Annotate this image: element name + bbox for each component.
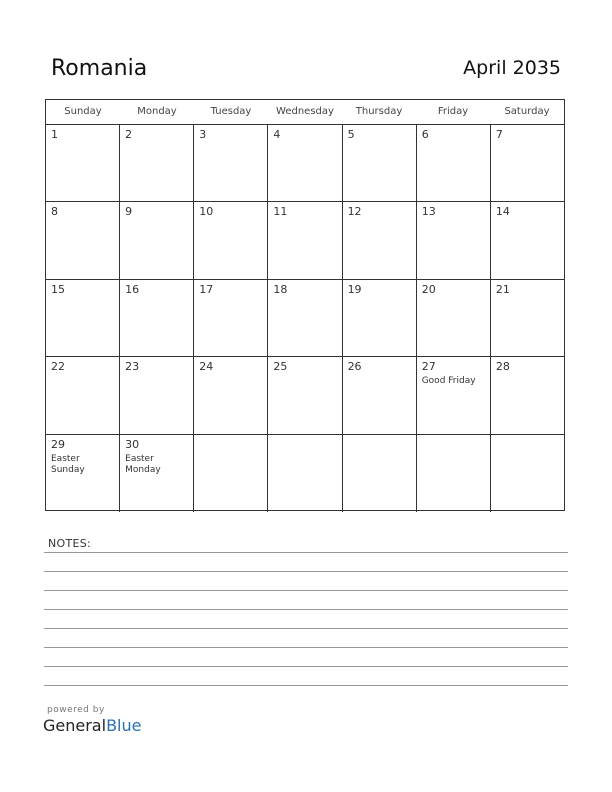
calendar-grid (45, 99, 565, 511)
day-number: 27 (421, 360, 436, 374)
day-number: 1 (51, 128, 58, 141)
day-cell[interactable] (120, 280, 194, 356)
calendar-week (46, 125, 564, 202)
holiday-label: Sunday (51, 464, 85, 475)
day-cell[interactable] (46, 357, 120, 433)
day-number: 17 (199, 282, 214, 296)
day-number: 30 (125, 437, 140, 451)
day-cell[interactable] (417, 125, 491, 201)
day-number: 26 (347, 360, 362, 374)
notes-line (44, 609, 568, 610)
day-cell[interactable] (343, 280, 417, 356)
day-number: 24 (199, 360, 214, 374)
day-cell[interactable] (120, 357, 194, 433)
day-cell[interactable] (343, 202, 417, 278)
day-number: 5 (347, 128, 355, 141)
brand-blue: Blue (106, 716, 142, 735)
day-cell[interactable] (46, 435, 120, 512)
weekday-friday: Friday (437, 106, 469, 117)
weekday-wednesday: Wednesday (276, 106, 334, 117)
day-cell[interactable] (343, 435, 417, 512)
day-number: 15 (51, 282, 65, 296)
day-cell[interactable] (417, 280, 491, 356)
day-cell[interactable] (491, 280, 564, 356)
day-number: 4 (273, 128, 281, 141)
calendar-month: April 2035 (463, 57, 561, 79)
day-cell[interactable] (194, 435, 268, 512)
holiday-label: Good Friday (421, 376, 476, 387)
day-number: 18 (273, 282, 288, 296)
day-number: 25 (273, 360, 288, 374)
notes-line (44, 590, 568, 591)
day-cell[interactable] (343, 357, 417, 433)
day-cell[interactable] (194, 125, 268, 201)
day-number: 28 (495, 360, 510, 374)
day-cell[interactable] (46, 280, 120, 356)
day-number: 14 (495, 205, 510, 219)
calendar-week (46, 202, 564, 279)
notes-line (44, 685, 568, 686)
day-number: 19 (347, 282, 362, 296)
brand-general: General (43, 716, 107, 735)
day-number: 21 (495, 282, 510, 296)
day-number: 6 (421, 128, 429, 141)
day-number: 20 (421, 282, 436, 296)
holiday-label: Easter (125, 453, 154, 464)
calendar-week (46, 357, 564, 434)
day-cell[interactable] (194, 202, 268, 278)
day-number: 2 (125, 128, 133, 141)
powered-by-text: powered by (47, 705, 105, 715)
day-cell[interactable] (417, 357, 491, 433)
weekday-header (46, 100, 564, 125)
calendar-week (46, 435, 564, 512)
day-cell[interactable] (268, 357, 342, 433)
day-cell[interactable] (120, 435, 194, 512)
holiday-label: Easter (51, 453, 80, 464)
day-number: 7 (495, 128, 503, 141)
calendar-week (46, 280, 564, 357)
day-cell[interactable] (120, 125, 194, 201)
day-cell[interactable] (46, 125, 120, 201)
notes-line (44, 571, 568, 572)
notes-line (44, 628, 568, 629)
day-cell[interactable] (491, 202, 564, 278)
weekday-monday: Monday (137, 106, 177, 117)
day-cell[interactable] (343, 125, 417, 201)
notes-label: NOTES: (48, 537, 92, 550)
day-cell[interactable] (194, 357, 268, 433)
day-number: 22 (51, 360, 65, 374)
day-number: 23 (125, 360, 140, 374)
day-number: 29 (51, 437, 65, 451)
day-number: 11 (273, 205, 288, 219)
day-cell[interactable] (417, 202, 491, 278)
day-cell[interactable] (194, 280, 268, 356)
calendar-title: Romania (51, 56, 148, 81)
day-number: 10 (199, 205, 214, 219)
day-number: 9 (125, 205, 133, 219)
notes-line (44, 552, 568, 553)
day-cell[interactable] (268, 280, 342, 356)
day-cell[interactable] (120, 202, 194, 278)
day-cell[interactable] (268, 435, 342, 512)
day-number: 16 (125, 282, 140, 296)
notes-line (44, 647, 568, 648)
day-cell[interactable] (417, 435, 491, 512)
holiday-label: Monday (125, 464, 161, 475)
day-cell[interactable] (491, 357, 564, 433)
day-number: 12 (347, 205, 362, 219)
day-cell[interactable] (46, 202, 120, 278)
notes-line (44, 666, 568, 667)
day-number: 3 (199, 128, 207, 141)
day-cell[interactable] (268, 202, 342, 278)
weekday-thursday: Thursday (355, 106, 403, 117)
day-cell[interactable] (491, 125, 564, 201)
day-number: 8 (51, 205, 58, 219)
brand-logo[interactable] (43, 716, 141, 735)
weekday-sunday: Sunday (64, 106, 102, 117)
day-number: 13 (421, 205, 436, 219)
weekday-tuesday: Tuesday (210, 106, 252, 117)
weekday-saturday: Saturday (504, 106, 550, 117)
day-cell[interactable] (491, 435, 564, 512)
day-cell[interactable] (268, 125, 342, 201)
